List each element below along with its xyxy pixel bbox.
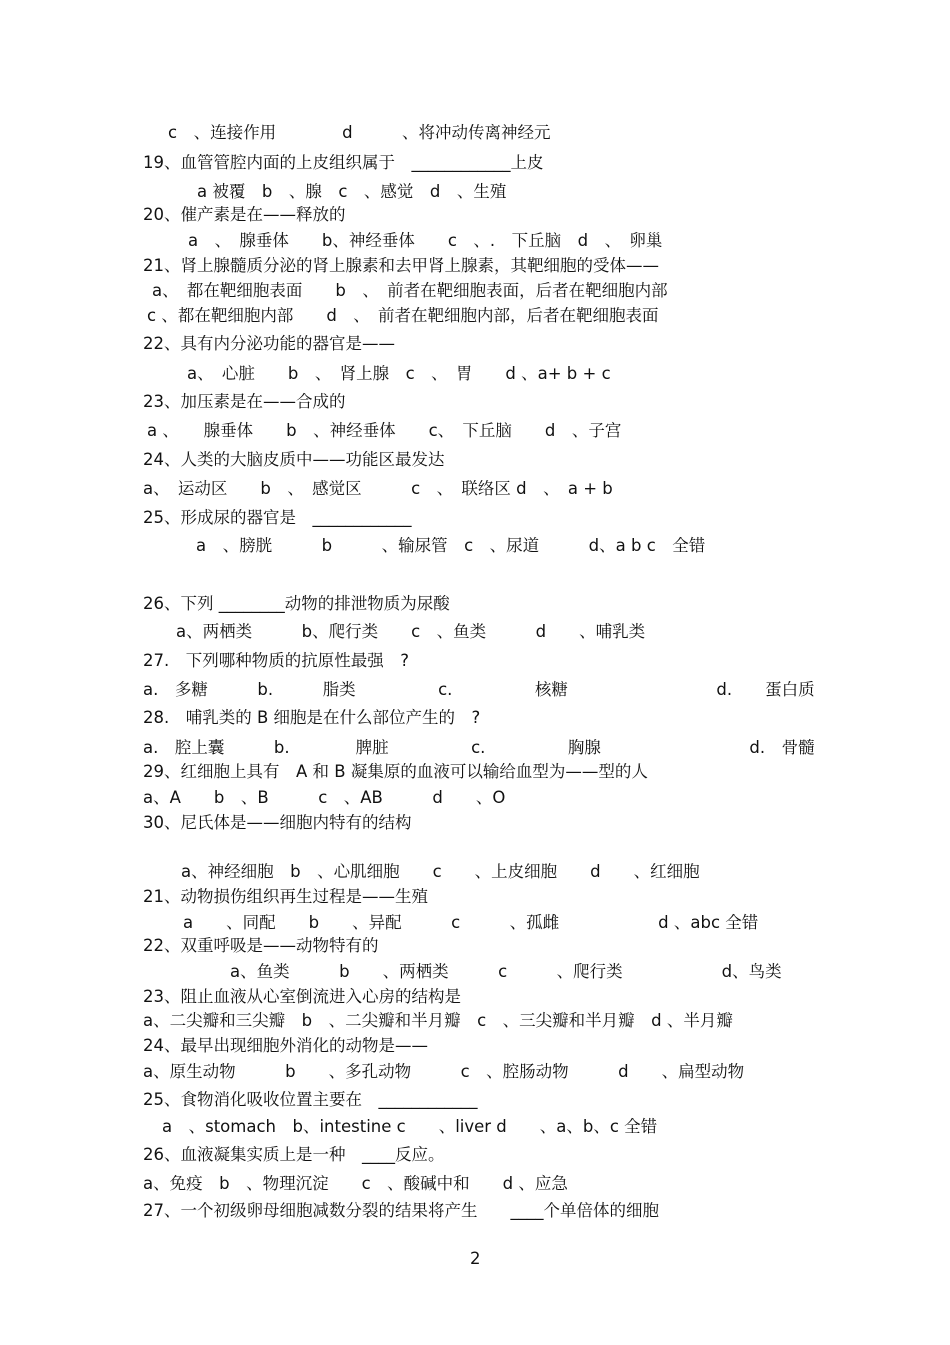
question-27: 27. 下列哪种物质的抗原性最强 ? xyxy=(143,651,409,670)
question-19: 19、血管管腔内面的上皮组织属于 ____________上皮 xyxy=(143,153,544,172)
options-26b: a、免疫 b 、物理沉淀 c 、酸碱中和 d 、应急 xyxy=(143,1174,568,1193)
question-25: 25、形成尿的器官是 ____________ xyxy=(143,508,412,527)
options-25b: a 、stomach b、intestine c 、liver d 、a、b、c 全错 xyxy=(162,1117,658,1136)
line-options-18: c 、连接作用 d 、将冲动传离神经元 xyxy=(168,123,551,142)
question-25b: 25、食物消化吸收位置主要在 ____________ xyxy=(143,1090,478,1109)
question-24b: 24、最早出现细胞外消化的动物是—— xyxy=(143,1036,428,1055)
options-21-cd: c 、都在靶细胞内部 d 、 前者在靶细胞内部，后者在靶细胞表面 xyxy=(147,306,659,325)
question-20: 20、催产素是在——释放的 xyxy=(143,205,346,224)
options-30: a、神经细胞 b 、心肌细胞 c 、上皮细胞 d 、红细胞 xyxy=(181,862,700,881)
options-21b: a 、同配 b 、异配 c 、孤雌 d 、abc 全错 xyxy=(183,913,759,932)
options-22: a、 心脏 b 、 肾上腺 c 、 胃 d 、a+ b + c xyxy=(187,364,611,383)
question-24: 24、人类的大脑皮质中——功能区最发达 xyxy=(143,450,445,469)
page-number: 2 xyxy=(470,1249,481,1268)
question-29: 29、红细胞上具有 A 和 B 凝集原的血液可以输给血型为——型的人 xyxy=(143,762,648,781)
options-29: a、A b 、B c 、AB d 、O xyxy=(143,788,506,807)
options-25: a 、膀胱 b 、输尿管 c 、尿道 d、a b c 全错 xyxy=(196,536,706,555)
options-27: a. 多糖 b. 脂类 c. 核糖 d. 蛋白质 xyxy=(143,680,815,699)
question-27b: 27、一个初级卵母细胞减数分裂的结果将产生 ____个单倍体的细胞 xyxy=(143,1201,659,1220)
question-23b: 23、阻止血液从心室倒流进入心房的结构是 xyxy=(143,987,461,1006)
options-24b: a、原生动物 b 、多孔动物 c 、腔肠动物 d 、扁型动物 xyxy=(143,1062,745,1081)
options-28: a. 腔上囊 b. 脾脏 c. 胸腺 d. 骨髓 xyxy=(143,738,815,757)
options-19: a 被覆 b 、腺 c 、感觉 d 、生殖 xyxy=(197,182,507,201)
question-21b: 21、动物损伤组织再生过程是——生殖 xyxy=(143,887,428,906)
options-26: a、两栖类 b、爬行类 c 、鱼类 d 、哺乳类 xyxy=(176,622,646,641)
question-23: 23、加压素是在——合成的 xyxy=(143,392,346,411)
options-24: a、 运动区 b 、 感觉区 c 、 联络区 d 、 a + b xyxy=(143,479,613,498)
options-23: a 、 腺垂体 b 、神经垂体 c、 下丘脑 d 、子宫 xyxy=(147,421,622,440)
options-20: a 、 腺垂体 b、神经垂体 c 、. 下丘脑 d 、 卵巢 xyxy=(188,231,663,250)
options-23b: a、二尖瓣和三尖瓣 b 、二尖瓣和半月瓣 c 、三尖瓣和半月瓣 d 、半月瓣 xyxy=(143,1011,733,1030)
question-21: 21、肾上腺髓质分泌的肾上腺素和去甲肾上腺素，其靶细胞的受体—— xyxy=(143,256,659,275)
question-22b: 22、双重呼吸是——动物特有的 xyxy=(143,936,379,955)
question-26b: 26、血液凝集实质上是一种 ____反应。 xyxy=(143,1145,445,1164)
options-21-ab: a、 都在靶细胞表面 b 、 前者在靶细胞表面，后者在靶细胞内部 xyxy=(152,281,668,300)
question-28: 28. 哺乳类的 B 细胞是在什么部位产生的 ? xyxy=(143,708,481,727)
question-22: 22、具有内分泌功能的器官是—— xyxy=(143,334,395,353)
options-22b: a、鱼类 b 、两栖类 c 、爬行类 d、鸟类 xyxy=(230,962,782,981)
question-30: 30、尼氏体是——细胞内特有的结构 xyxy=(143,813,412,832)
question-26: 26、下列 ________动物的排泄物质为尿酸 xyxy=(143,594,450,613)
